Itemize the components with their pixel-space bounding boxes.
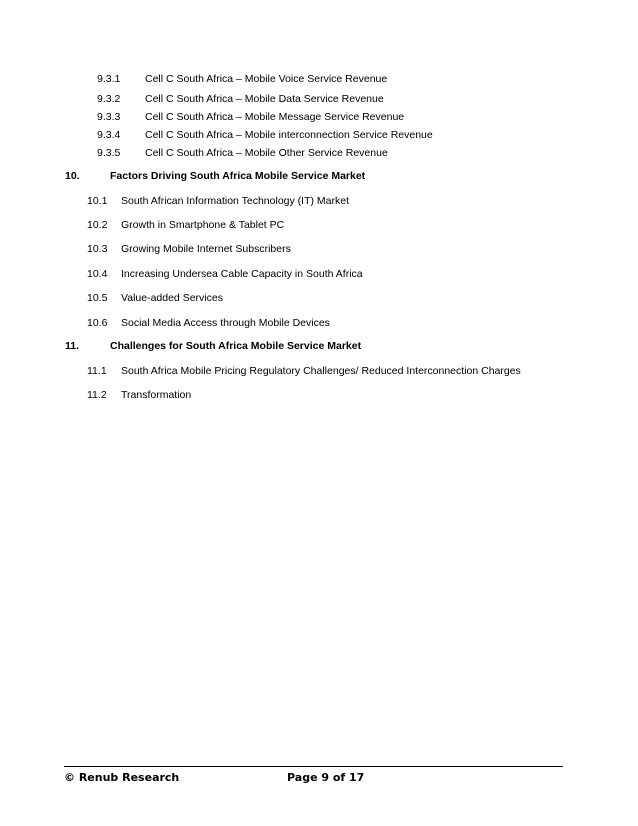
toc-entry-title: Value-added Services: [121, 292, 223, 304]
toc-entry-title: Cell C South Africa – Mobile Message Service Revenue: [145, 111, 405, 123]
toc-entry-number: 9.3.3: [97, 111, 121, 123]
toc-entry-title: Cell C South Africa – Mobile interconnection Service Revenue: [145, 129, 433, 141]
toc-entry-title: Cell C South Africa – Mobile Voice Service Revenue: [145, 73, 388, 85]
toc-entry-number: 10.3: [87, 243, 108, 255]
toc-entry-number: 10.4: [87, 268, 108, 280]
toc-entry-title: Social Media Access through Mobile Devices: [121, 317, 330, 329]
toc-section-title: Challenges for South Africa Mobile Service Market: [110, 340, 362, 352]
toc-entry-title: South Africa Mobile Pricing Regulatory Challenges/ Reduced Interconnection Charges: [121, 365, 521, 377]
toc-section-number: 11.: [65, 340, 80, 352]
toc-entry-number: 9.3.5: [97, 147, 121, 159]
toc-entry-number: 10.6: [87, 317, 108, 329]
toc-entry-title: Increasing Undersea Cable Capacity in South Africa: [121, 268, 363, 280]
toc-section-number: 10.: [65, 170, 80, 182]
footer-copyright: © Renub Research: [64, 771, 180, 784]
toc-entry-title: Cell C South Africa – Mobile Other Service Revenue: [145, 147, 388, 159]
toc-entry-number: 9.3.1: [97, 73, 121, 85]
toc-section-title: Factors Driving South Africa Mobile Service Market: [110, 170, 366, 182]
toc-entry-number: 10.1: [87, 195, 108, 207]
toc-entry-number: 11.2: [87, 389, 107, 401]
toc-entry-number: 9.3.2: [97, 93, 121, 105]
footer-page-number: Page 9 of 17: [287, 771, 365, 784]
toc-entry-number: 11.1: [87, 365, 107, 377]
toc-entry-number: 9.3.4: [97, 129, 121, 141]
toc-entry-title: South African Information Technology (IT) Market: [121, 195, 349, 207]
toc-entry-title: Growth in Smartphone & Tablet PC: [121, 219, 285, 231]
toc-entry-title: Growing Mobile Internet Subscribers: [121, 243, 291, 255]
toc-entry-title: Cell C South Africa – Mobile Data Service Revenue: [145, 93, 384, 105]
toc-entry-number: 10.5: [87, 292, 108, 304]
toc-entry-number: 10.2: [87, 219, 108, 231]
toc-entry-title: Transformation: [121, 389, 192, 401]
footer-divider: [64, 766, 563, 767]
